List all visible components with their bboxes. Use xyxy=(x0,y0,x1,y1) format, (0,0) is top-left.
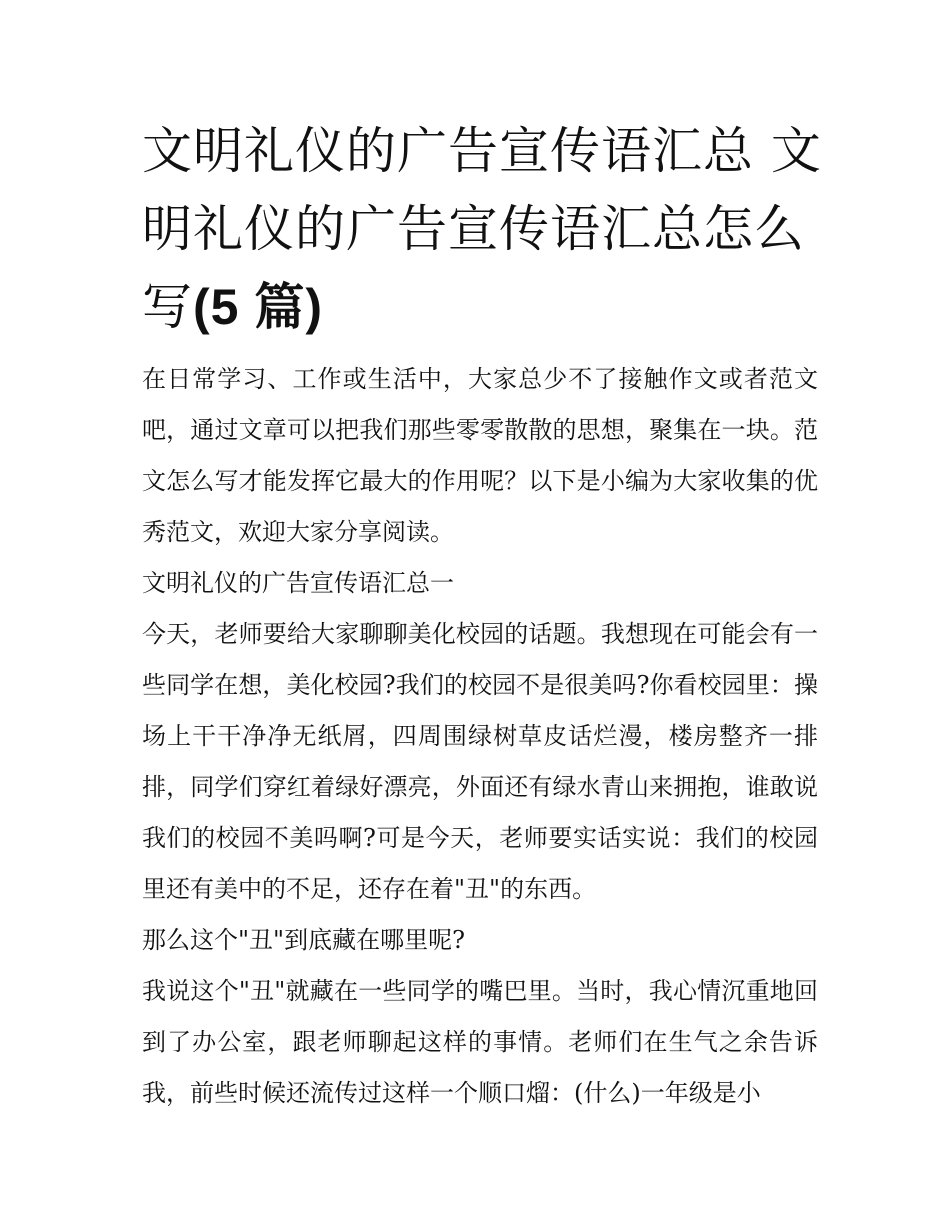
document-title xyxy=(142,112,822,346)
title-suffix-text: (5 篇) xyxy=(193,279,323,335)
intro-paragraph: 在日常学习、工作或生活中，大家总少不了接触作文或者范文吧，通过文章可以把我们那些零零散散的思想，聚集在一块。范文怎么写才能发挥它最大的作用呢？以下是小编为大家收集的优秀范文，欢迎大家分享阅读。 xyxy=(142,365,818,546)
body-paragraph: 我说这个"丑"就藏在一些同学的嘴巴里。当时，我心情沉重地回到了办公室，跟老师聊起这样的事情。老师们在生气之余告诉我，前些时候还流传过这样一个顺口熘：(什么)一年级是小 xyxy=(142,977,818,1107)
document-body xyxy=(142,354,818,1119)
section-heading: 文明礼仪的广告宣传语汇总一 xyxy=(142,569,454,597)
body-paragraph: 那么这个"丑"到底藏在哪里呢? xyxy=(142,926,465,954)
body-paragraph: 今天，老师要给大家聊聊美化校园的话题。我想现在可能会有一些同学在想，美化校园?我们的校园不是很美吗?你看校园里：操场上干干净净无纸屑，四周围绿树草皮话烂漫，楼房整齐一排排，同学们穿红着绿好漂亮，外面还有绿水青山来拥抱，谁敢说我们的校园不美吗啊?可是今天，老师要实话实说：我们的校园里还有美中的不足，还存在着"丑"的东西。 xyxy=(142,620,818,903)
title-main-text: 文明礼仪的广告宣传语汇总 文明礼仪的广告宣传语汇总怎么写 xyxy=(142,122,822,336)
